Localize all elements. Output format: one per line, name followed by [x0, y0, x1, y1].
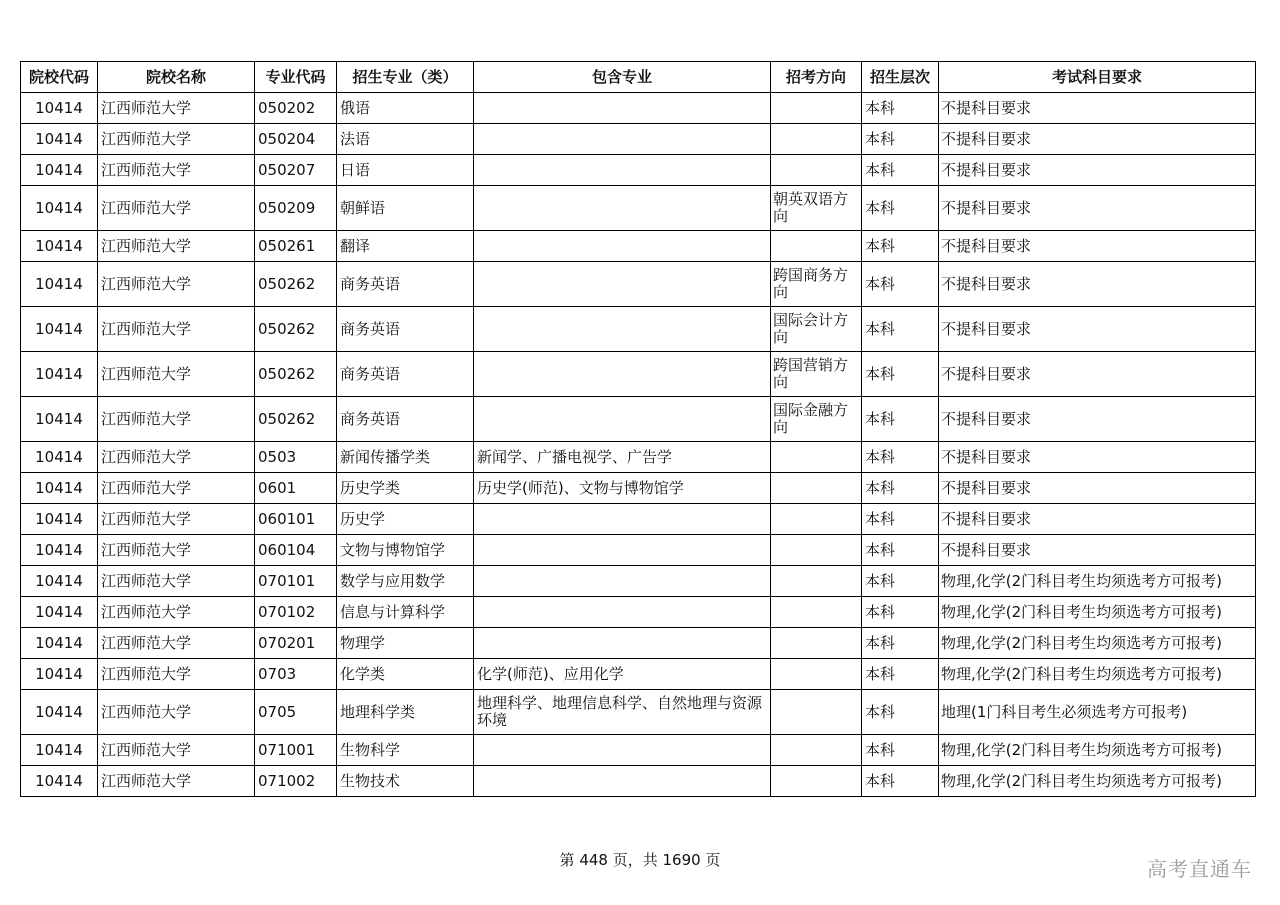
school-code-cell: 10414 [21, 628, 98, 659]
included-majors-cell [474, 352, 771, 397]
table-row [21, 735, 1256, 766]
major-code-cell: 050204 [255, 124, 337, 155]
subject-req-cell: 不提科目要求 [939, 186, 1256, 231]
table-row [21, 659, 1256, 690]
major-cell: 商务英语 [337, 262, 474, 307]
school-code-cell: 10414 [21, 93, 98, 124]
major-cell: 地理科学类 [337, 690, 474, 735]
school-name-cell: 江西师范大学 [98, 352, 255, 397]
major-cell: 历史学 [337, 504, 474, 535]
included-majors-cell: 历史学(师范)、文物与博物馆学 [474, 473, 771, 504]
included-majors-cell [474, 124, 771, 155]
major-cell: 数学与应用数学 [337, 566, 474, 597]
included-majors-cell [474, 262, 771, 307]
direction-cell [771, 766, 862, 797]
level-cell: 本科 [862, 659, 939, 690]
table-row [21, 566, 1256, 597]
major-code-cell: 050262 [255, 262, 337, 307]
subject-req-cell: 物理,化学(2门科目考生均须选考方可报考) [939, 735, 1256, 766]
major-cell: 商务英语 [337, 397, 474, 442]
direction-cell: 跨国商务方向 [771, 262, 862, 307]
table-row [21, 690, 1256, 735]
subject-req-cell: 地理(1门科目考生必须选考方可报考) [939, 690, 1256, 735]
subject-req-header: 考试科目要求 [939, 62, 1256, 93]
direction-cell [771, 628, 862, 659]
major-cell: 日语 [337, 155, 474, 186]
level-cell: 本科 [862, 735, 939, 766]
major-cell: 俄语 [337, 93, 474, 124]
included-majors-cell [474, 766, 771, 797]
table-row [21, 155, 1256, 186]
school-name-cell: 江西师范大学 [98, 535, 255, 566]
included-majors-header: 包含专业 [474, 62, 771, 93]
school-name-cell: 江西师范大学 [98, 690, 255, 735]
major-cell: 朝鲜语 [337, 186, 474, 231]
subject-req-cell: 物理,化学(2门科目考生均须选考方可报考) [939, 766, 1256, 797]
major-cell: 法语 [337, 124, 474, 155]
school-code-cell: 10414 [21, 659, 98, 690]
school-name-cell: 江西师范大学 [98, 766, 255, 797]
major-code-cell: 071001 [255, 735, 337, 766]
subject-req-cell: 不提科目要求 [939, 535, 1256, 566]
direction-cell [771, 735, 862, 766]
table-row [21, 124, 1256, 155]
level-cell: 本科 [862, 535, 939, 566]
level-cell: 本科 [862, 186, 939, 231]
school-code-cell: 10414 [21, 397, 98, 442]
major-code-cell: 0601 [255, 473, 337, 504]
school-name-cell: 江西师范大学 [98, 473, 255, 504]
direction-cell [771, 93, 862, 124]
major-cell: 历史学类 [337, 473, 474, 504]
major-code-cell: 071002 [255, 766, 337, 797]
included-majors-cell: 地理科学、地理信息科学、自然地理与资源环境 [474, 690, 771, 735]
major-code-header: 专业代码 [255, 62, 337, 93]
school-name-cell: 江西师范大学 [98, 735, 255, 766]
included-majors-cell [474, 735, 771, 766]
direction-cell [771, 566, 862, 597]
major-code-cell: 0503 [255, 442, 337, 473]
subject-req-cell: 不提科目要求 [939, 231, 1256, 262]
admission-table [20, 61, 1256, 797]
table-row [21, 442, 1256, 473]
school-name-cell: 江西师范大学 [98, 659, 255, 690]
major-header: 招生专业（类） [337, 62, 474, 93]
major-code-cell: 070201 [255, 628, 337, 659]
level-cell: 本科 [862, 124, 939, 155]
subject-req-cell: 不提科目要求 [939, 124, 1256, 155]
subject-req-cell: 物理,化学(2门科目考生均须选考方可报考) [939, 628, 1256, 659]
level-cell: 本科 [862, 566, 939, 597]
level-cell: 本科 [862, 352, 939, 397]
subject-req-cell: 物理,化学(2门科目考生均须选考方可报考) [939, 597, 1256, 628]
school-code-cell: 10414 [21, 231, 98, 262]
subject-req-cell: 不提科目要求 [939, 155, 1256, 186]
major-code-cell: 050202 [255, 93, 337, 124]
table-row [21, 473, 1256, 504]
direction-cell [771, 535, 862, 566]
school-code-cell: 10414 [21, 766, 98, 797]
direction-cell [771, 690, 862, 735]
table-row [21, 597, 1256, 628]
level-cell: 本科 [862, 504, 939, 535]
subject-req-cell: 不提科目要求 [939, 397, 1256, 442]
major-code-cell: 050262 [255, 352, 337, 397]
school-name-cell: 江西师范大学 [98, 566, 255, 597]
table-row [21, 535, 1256, 566]
included-majors-cell [474, 307, 771, 352]
level-cell: 本科 [862, 766, 939, 797]
admission-table-container [20, 61, 1255, 797]
direction-cell [771, 473, 862, 504]
included-majors-cell [474, 597, 771, 628]
major-code-cell: 050262 [255, 397, 337, 442]
table-row [21, 307, 1256, 352]
major-code-cell: 050207 [255, 155, 337, 186]
major-code-cell: 050209 [255, 186, 337, 231]
level-cell: 本科 [862, 155, 939, 186]
direction-cell [771, 597, 862, 628]
major-cell: 新闻传播学类 [337, 442, 474, 473]
subject-req-cell: 物理,化学(2门科目考生均须选考方可报考) [939, 566, 1256, 597]
level-cell: 本科 [862, 397, 939, 442]
major-code-cell: 070102 [255, 597, 337, 628]
school-code-cell: 10414 [21, 735, 98, 766]
table-row [21, 504, 1256, 535]
direction-cell [771, 442, 862, 473]
major-cell: 商务英语 [337, 352, 474, 397]
major-cell: 物理学 [337, 628, 474, 659]
school-name-cell: 江西师范大学 [98, 93, 255, 124]
school-code-cell: 10414 [21, 535, 98, 566]
subject-req-cell: 不提科目要求 [939, 307, 1256, 352]
school-code-cell: 10414 [21, 442, 98, 473]
included-majors-cell [474, 186, 771, 231]
table-row [21, 352, 1256, 397]
major-cell: 化学类 [337, 659, 474, 690]
level-header: 招生层次 [862, 62, 939, 93]
subject-req-cell: 不提科目要求 [939, 442, 1256, 473]
table-body [21, 93, 1256, 797]
page-number: 第 448 页，共 1690 页 [559, 851, 721, 869]
school-code-cell: 10414 [21, 352, 98, 397]
direction-cell [771, 231, 862, 262]
school-code-cell: 10414 [21, 124, 98, 155]
school-name-cell: 江西师范大学 [98, 186, 255, 231]
subject-req-cell: 不提科目要求 [939, 473, 1256, 504]
included-majors-cell [474, 628, 771, 659]
school-name-cell: 江西师范大学 [98, 442, 255, 473]
subject-req-cell: 不提科目要求 [939, 504, 1256, 535]
major-code-cell: 050261 [255, 231, 337, 262]
level-cell: 本科 [862, 597, 939, 628]
direction-cell: 跨国营销方向 [771, 352, 862, 397]
major-code-cell: 0705 [255, 690, 337, 735]
direction-cell: 国际金融方向 [771, 397, 862, 442]
major-code-cell: 050262 [255, 307, 337, 352]
included-majors-cell [474, 535, 771, 566]
level-cell: 本科 [862, 262, 939, 307]
direction-cell [771, 155, 862, 186]
table-row [21, 186, 1256, 231]
major-code-cell: 060104 [255, 535, 337, 566]
school-code-cell: 10414 [21, 504, 98, 535]
direction-cell [771, 659, 862, 690]
table-row [21, 231, 1256, 262]
subject-req-cell: 不提科目要求 [939, 262, 1256, 307]
level-cell: 本科 [862, 93, 939, 124]
school-code-cell: 10414 [21, 566, 98, 597]
major-cell: 文物与博物馆学 [337, 535, 474, 566]
major-cell: 信息与计算科学 [337, 597, 474, 628]
table-row [21, 93, 1256, 124]
major-code-cell: 0703 [255, 659, 337, 690]
level-cell: 本科 [862, 628, 939, 659]
school-name-cell: 江西师范大学 [98, 597, 255, 628]
school-name-cell: 江西师范大学 [98, 307, 255, 352]
school-code-cell: 10414 [21, 262, 98, 307]
school-code-cell: 10414 [21, 307, 98, 352]
level-cell: 本科 [862, 442, 939, 473]
included-majors-cell [474, 397, 771, 442]
direction-cell: 国际会计方向 [771, 307, 862, 352]
school-code-header: 院校代码 [21, 62, 98, 93]
included-majors-cell: 化学(师范)、应用化学 [474, 659, 771, 690]
included-majors-cell: 新闻学、广播电视学、广告学 [474, 442, 771, 473]
included-majors-cell [474, 566, 771, 597]
direction-cell [771, 504, 862, 535]
school-code-cell: 10414 [21, 597, 98, 628]
subject-req-cell: 不提科目要求 [939, 93, 1256, 124]
included-majors-cell [474, 155, 771, 186]
level-cell: 本科 [862, 690, 939, 735]
school-code-cell: 10414 [21, 473, 98, 504]
major-cell: 商务英语 [337, 307, 474, 352]
level-cell: 本科 [862, 307, 939, 352]
school-name-cell: 江西师范大学 [98, 504, 255, 535]
school-code-cell: 10414 [21, 690, 98, 735]
major-code-cell: 070101 [255, 566, 337, 597]
table-row [21, 262, 1256, 307]
subject-req-cell: 物理,化学(2门科目考生均须选考方可报考) [939, 659, 1256, 690]
table-row [21, 397, 1256, 442]
school-name-cell: 江西师范大学 [98, 397, 255, 442]
direction-cell: 朝英双语方向 [771, 186, 862, 231]
major-cell: 翻译 [337, 231, 474, 262]
included-majors-cell [474, 231, 771, 262]
subject-req-cell: 不提科目要求 [939, 352, 1256, 397]
header-row [21, 62, 1256, 93]
watermark-text: 高考直通车 [1147, 857, 1252, 881]
school-name-cell: 江西师范大学 [98, 628, 255, 659]
table-row [21, 766, 1256, 797]
major-cell: 生物科学 [337, 735, 474, 766]
major-code-cell: 060101 [255, 504, 337, 535]
included-majors-cell [474, 504, 771, 535]
included-majors-cell [474, 93, 771, 124]
school-name-cell: 江西师范大学 [98, 262, 255, 307]
level-cell: 本科 [862, 473, 939, 504]
table-row [21, 628, 1256, 659]
direction-cell [771, 124, 862, 155]
school-name-cell: 江西师范大学 [98, 124, 255, 155]
school-code-cell: 10414 [21, 155, 98, 186]
level-cell: 本科 [862, 231, 939, 262]
school-name-header: 院校名称 [98, 62, 255, 93]
school-name-cell: 江西师范大学 [98, 231, 255, 262]
direction-header: 招考方向 [771, 62, 862, 93]
school-name-cell: 江西师范大学 [98, 155, 255, 186]
major-cell: 生物技术 [337, 766, 474, 797]
school-code-cell: 10414 [21, 186, 98, 231]
